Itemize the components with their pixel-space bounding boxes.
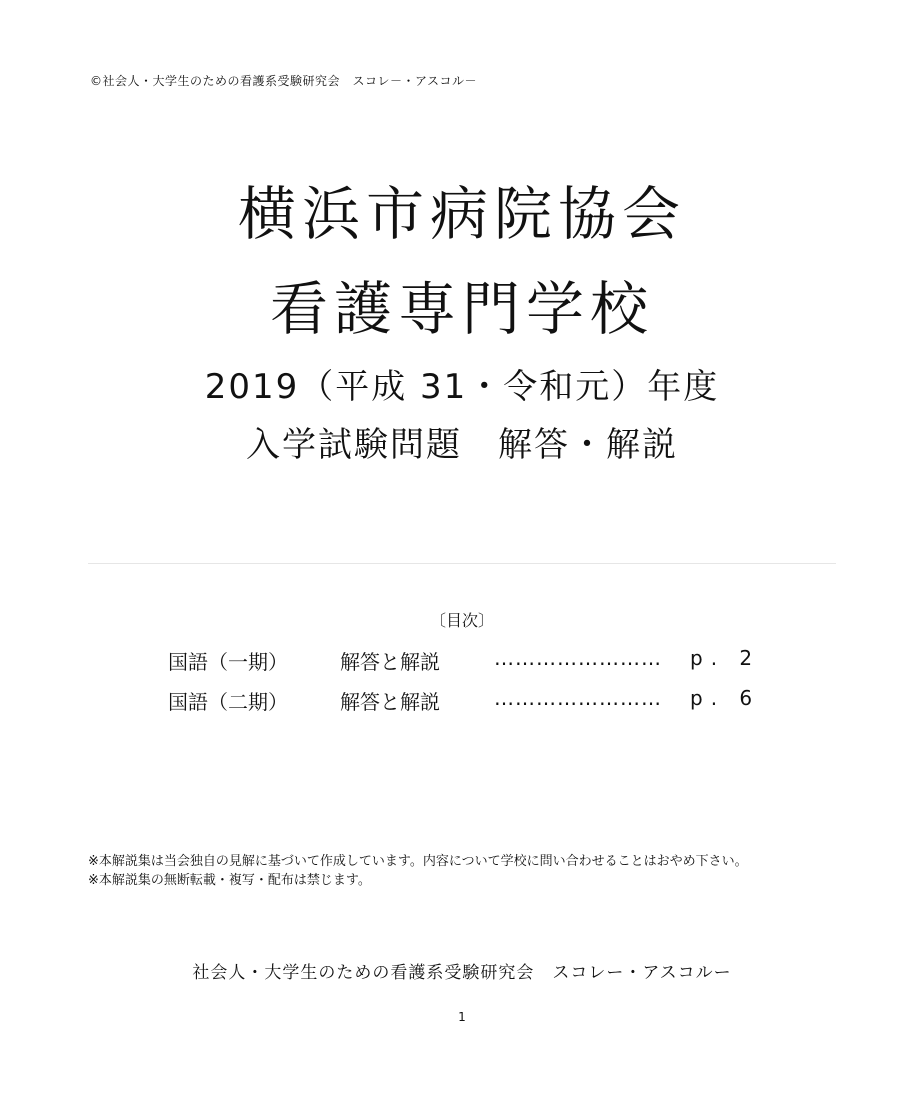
page-number: 1 bbox=[458, 1010, 466, 1024]
toc-entry-label: 解答と解説 bbox=[340, 650, 440, 674]
disclaimer-note: ※本解説集は当会独自の見解に基づいて作成しています。内容について学校に問い合わせることはおやめ下さい。 bbox=[88, 854, 748, 869]
toc-entry bbox=[168, 646, 768, 676]
footer-organization: 社会人・大学生のための看護系受験研究会 スコレー・アスコルー bbox=[192, 963, 732, 983]
toc-entry bbox=[168, 686, 768, 716]
document-title-line-2: 看護専門学校 bbox=[269, 275, 654, 343]
toc-entry-leader-dots: …………………… bbox=[494, 686, 662, 710]
document-title-line-1: 横浜市病院協会 bbox=[237, 180, 686, 248]
toc-entry-page: p. 6 bbox=[690, 686, 761, 710]
toc-entry-page: p. 2 bbox=[690, 646, 761, 670]
toc-entry-leader-dots: …………………… bbox=[494, 646, 662, 670]
toc-entry-subject: 国語（二期） bbox=[168, 690, 288, 714]
toc-heading: 〔目次〕 bbox=[429, 611, 494, 630]
document-subtitle-year: 2019（平成 31・令和元）年度 bbox=[204, 367, 720, 407]
table-of-contents bbox=[88, 563, 836, 753]
toc-entry-subject: 国語（一期） bbox=[168, 650, 288, 674]
copyright-notice: ©社会人・大学生のための看護系受験研究会 スコレ－・アスコル－ bbox=[90, 74, 478, 88]
disclaimer-notes bbox=[88, 852, 836, 890]
toc-entry-label: 解答と解説 bbox=[340, 690, 440, 714]
document-subtitle-description: 入学試験問題 解答・解説 bbox=[246, 425, 678, 465]
disclaimer-note: ※本解説集の無断転載・複写・配布は禁じます。 bbox=[88, 873, 371, 888]
